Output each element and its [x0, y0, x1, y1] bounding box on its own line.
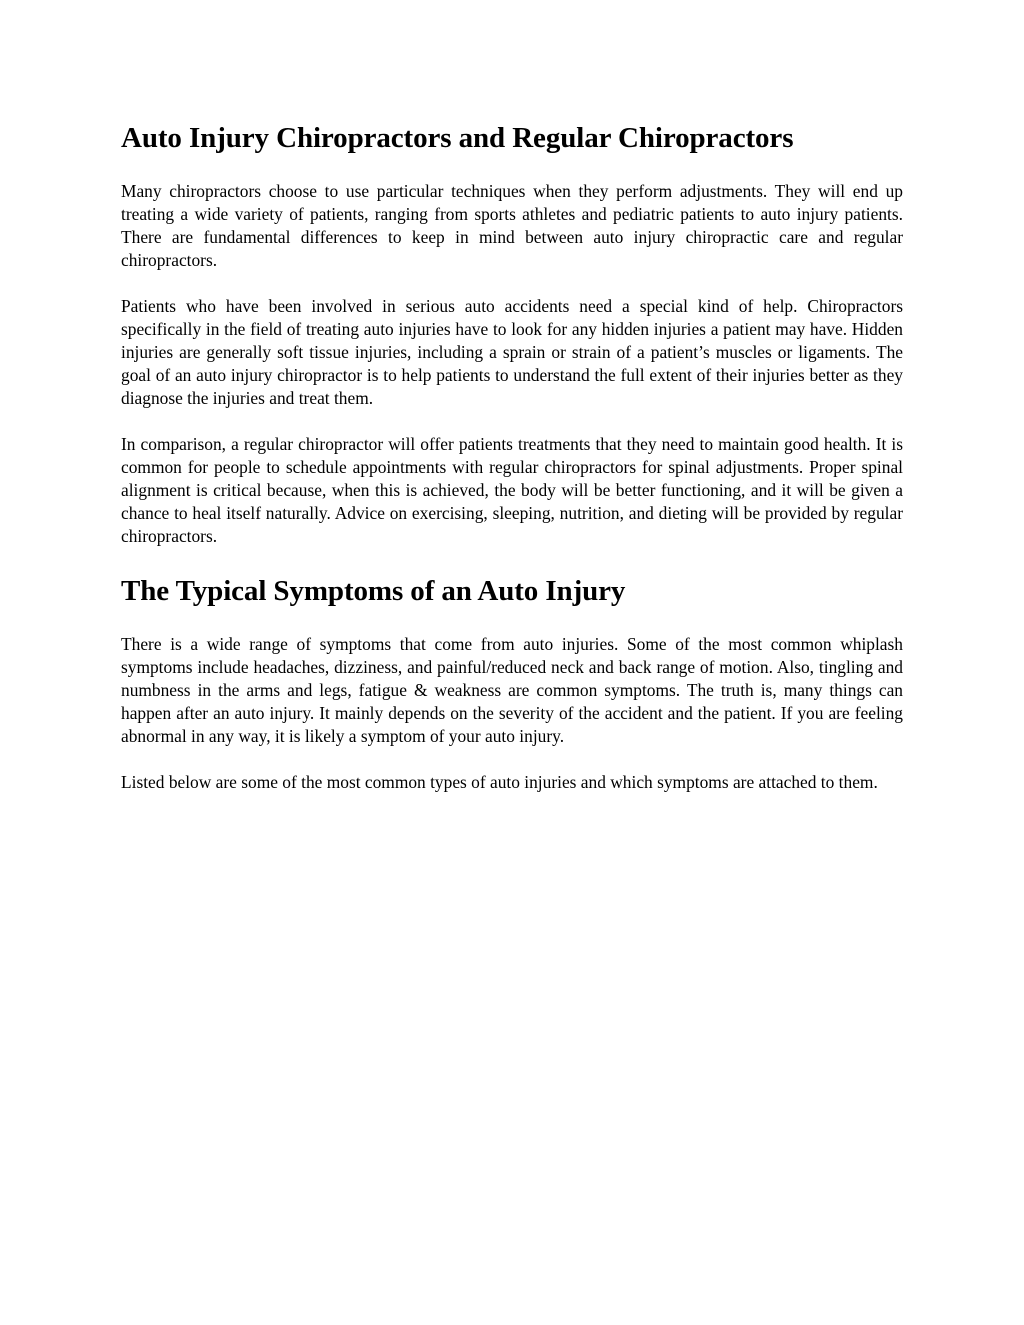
section-heading: Auto Injury Chiropractors and Regular Chiropractors	[121, 122, 794, 154]
paragraph: In comparison, a regular chiropractor will offer patients treatments that they need to maintain good health. It is common for people to schedule appointments with regular chiropractors for spinal adjustments. Proper spinal alignment is critical because, when this is achieved, the body will be better functioning, and it will be given a chance to heal itself naturally. Advice on exercising, sleeping, nutrition, and dieting will be provided by regular chiropractors.	[121, 434, 903, 546]
section-heading: The Typical Symptoms of an Auto Injury	[121, 575, 626, 607]
paragraph: Patients who have been involved in serious auto accidents need a special kind of help. Chiropractors specifically in the field of treating auto injuries have to look for any hidden injuries a patient may have. Hidden injuries are generally soft tissue injuries, including a sprain or strain of a patient’s muscles or ligaments. The goal of an auto injury chiropractor is to help patients to understand the full extent of their injuries better as they diagnose the injuries and treat them.	[121, 296, 903, 408]
paragraph: Listed below are some of the most common types of auto injuries and which symptoms are attached to them.	[121, 772, 878, 792]
section-chiropractor-types	[121, 118, 903, 548]
section-typical-symptoms	[121, 571, 903, 794]
document-page	[121, 118, 903, 817]
paragraph: There is a wide range of symptoms that come from auto injuries. Some of the most common whiplash symptoms include headaches, dizziness, and painful/reduced neck and back range of motion. Also, tingling and numbness in the arms and legs, fatigue & weakness are common symptoms. The truth is, many things can happen after an auto injury. It mainly depends on the severity of the accident and the patient. If you are feeling abnormal in any way, it is likely a symptom of your auto injury.	[121, 634, 903, 746]
paragraph: Many chiropractors choose to use particular techniques when they perform adjustments. They will end up treating a wide variety of patients, ranging from sports athletes and pediatric patients to auto injury patients. There are fundamental differences to keep in mind between auto injury chiropractic care and regular chiropractors.	[121, 181, 903, 270]
